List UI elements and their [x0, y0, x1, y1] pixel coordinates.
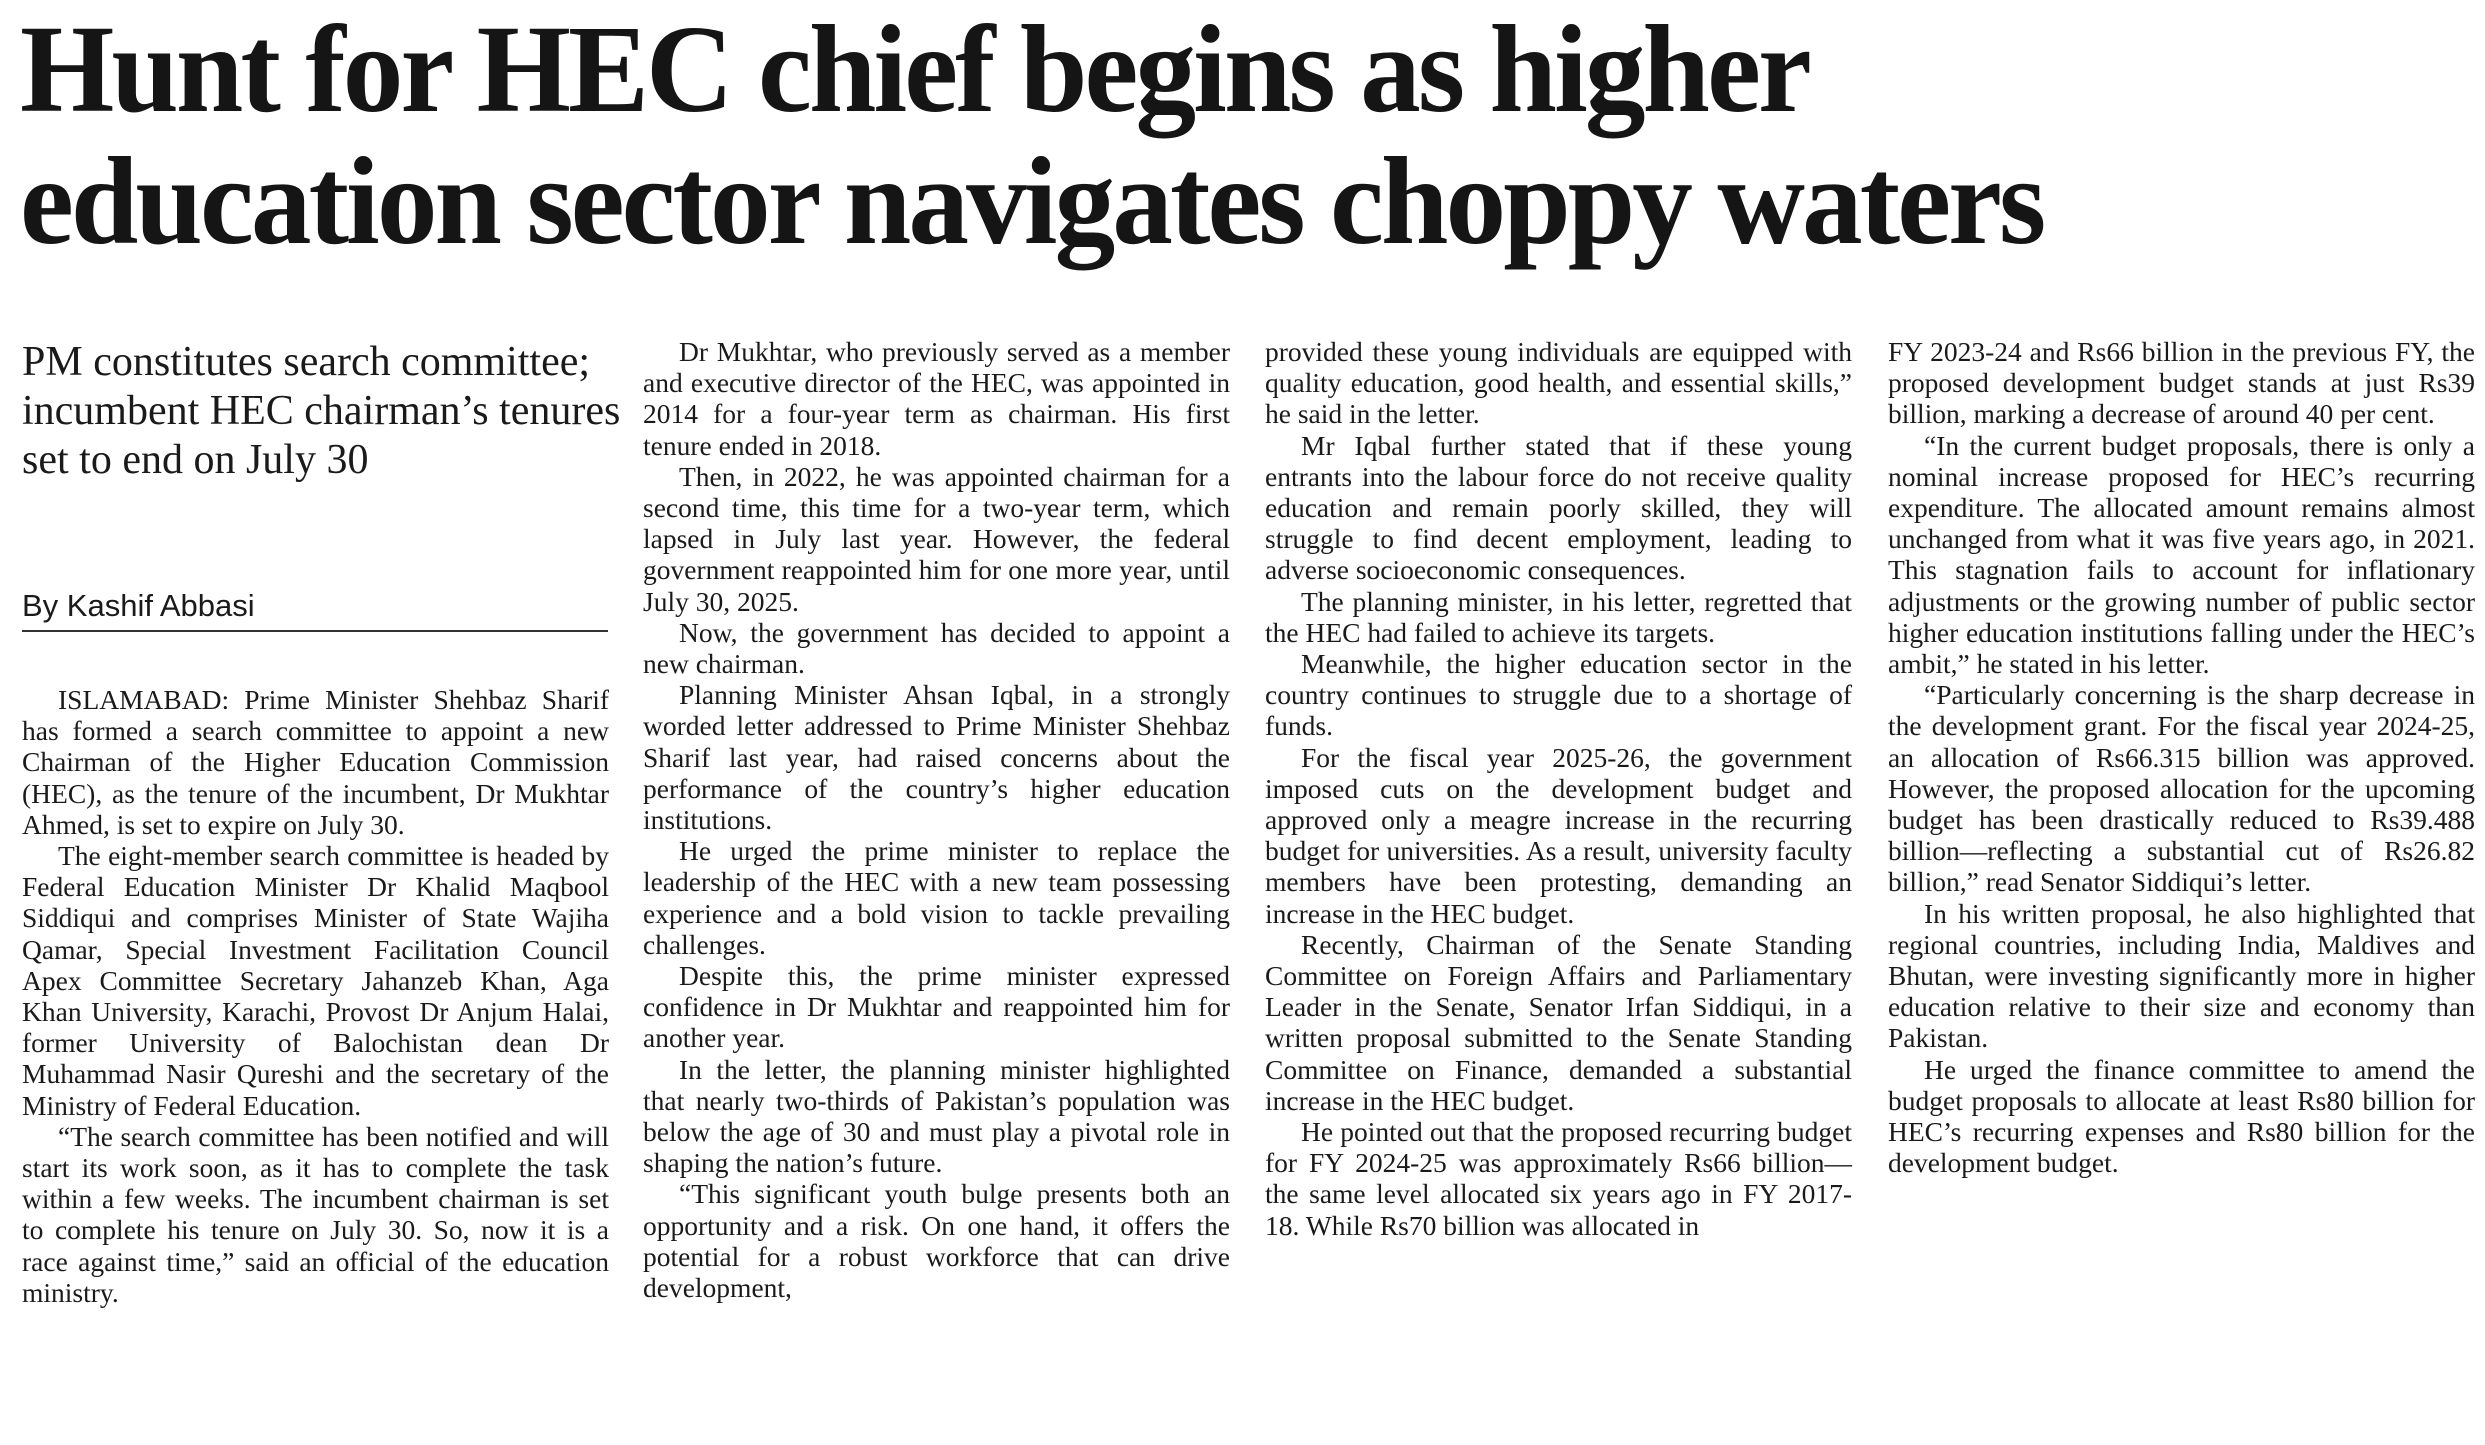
article-column-1 [22, 684, 609, 1308]
paragraph: ISLAMABAD: Prime Minister Shehbaz Sharif has formed a search committee to appoint a new Chairman of the Higher Education Commission (HEC), as the tenure of the incumbent, Dr Mukhtar Ahmed, is set to expire on July 30. [22, 684, 609, 840]
article-column-2 [643, 336, 1230, 1303]
paragraph: He urged the prime minister to replace the leadership of the HEC with a new team possessing experience and a bold vision to tackle prevailing challenges. [643, 835, 1230, 960]
paragraph: Now, the government has decided to appoint a new chairman. [643, 616, 1230, 680]
paragraph: The eight-member search committee is headed by Federal Education Minister Dr Khalid Maqbool Siddiqui and comprises Minister of State Wajiha Qamar, Special Investment Facilitation Council Apex Committee Secretary Jahanzeb Khan, Aga Khan University, Karachi, Provost Dr Anjum Halai, former University of Balochistan dean Dr Muhammad Nasir Qureshi and the secretary of the Ministry of Federal Education. [22, 840, 609, 1121]
paragraph: Then, in 2022, he was appointed chairman for a second time, this time for a two-year term, which lapsed in July last year. However, the federal government reappointed him for one more year, until July 30, 2025. [643, 460, 1230, 617]
article-column-3 [1265, 336, 1852, 1241]
paragraph: In the letter, the planning minister highlighted that nearly two-thirds of Pakistan’s population was below the age of 30 and must play a pivotal role in shaping the nation’s future. [643, 1053, 1230, 1179]
paragraph: “This significant youth bulge presents both an opportunity and a risk. On one hand, it offers the potential for a robust workforce that can drive development, [643, 1178, 1230, 1304]
paragraph: “Particularly concerning is the sharp decrease in the development grant. For the fiscal year 2024-25, an allocation of Rs66.315 billion was approved. However, the proposed allocation for the upcoming budget has been drastically reduced to Rs39.488 billion—reflecting a substantial cut of Rs26.82 billion,” read Senator Siddiqui’s letter. [1888, 679, 2475, 898]
headline [20, 1, 2406, 271]
paragraph: In his written proposal, he also highlighted that regional countries, including India, Maldives and Bhutan, were investing significantly more in higher education relative to their size and economy than Pakistan. [1888, 897, 2475, 1054]
paragraph-continued: FY 2023-24 and Rs66 billion in the previous FY, the proposed development budget stands at just Rs39 billion, marking a decrease of around 40 per cent. [1888, 336, 2475, 430]
paragraph: He pointed out that the proposed recurring budget for FY 2024-25 was approximately Rs66 billion—the same level allocated six years ago in FY 2017-18. While Rs70 billion was allocated in [1265, 1116, 1852, 1241]
paragraph: Despite this, the prime minister expressed confidence in Dr Mukhtar and reappointed him for another year. [643, 960, 1230, 1054]
headline-line-2: education sector navigates choppy waters [20, 133, 2044, 271]
article-column-4 [1888, 336, 2475, 1178]
paragraph: He urged the finance committee to amend the budget proposals to allocate at least Rs80 billion for HEC’s recurring expenses and Rs80 billion for the development budget. [1888, 1053, 2475, 1179]
paragraph: Planning Minister Ahsan Iqbal, in a strongly worded letter addressed to Prime Minister Shehbaz Sharif last year, had raised concerns about the performance of the country’s higher education institutions. [643, 679, 1230, 836]
paragraph: Recently, Chairman of the Senate Standing Committee on Foreign Affairs and Parliamentary Leader in the Senate, Senator Irfan Siddiqui, in a written proposal submitted to the Senate Standing Committee on Finance, demanded a substantial increase in the HEC budget. [1265, 928, 1852, 1116]
paragraph: “In the current budget proposals, there is only a nominal increase proposed for HEC’s recurring expenditure. The allocated amount remains almost unchanged from what it was five years ago, in 2021. This stagnation fails to account for inflationary adjustments or the growing number of public sector higher education institutions falling under the HEC’s ambit,” he stated in his letter. [1888, 429, 2475, 680]
subheadline: PM constitutes search committee; incumbent HEC chairman’s tenures set to end on July 30 [22, 339, 621, 483]
byline: By Kashif Abbasi [22, 588, 255, 623]
headline-line-1: Hunt for HEC chief begins as higher [20, 1, 1809, 139]
paragraph: The planning minister, in his letter, regretted that the HEC had failed to achieve its targets. [1265, 585, 1852, 648]
paragraph: For the fiscal year 2025-26, the government imposed cuts on the development budget and approved only a meagre increase in the recurring budget for universities. As a result, university faculty members have been protesting, demanding an increase in the HEC budget. [1265, 741, 1852, 929]
byline-divider [22, 630, 608, 632]
paragraph: “The search committee has been notified and will start its work soon, as it has to complete the task within a few weeks. The incumbent chairman is set to complete his tenure on July 30. So, now it is a race against time,” said an official of the education ministry. [22, 1120, 609, 1308]
paragraph-continued: provided these young individuals are equipped with quality education, good health, and essential skills,” he said in the letter. [1265, 336, 1852, 430]
paragraph: Mr Iqbal further stated that if these young entrants into the labour force do not receive quality education and remain poorly skilled, they will struggle to find decent employment, leading to adverse socioeconomic consequences. [1265, 429, 1852, 586]
paragraph: Dr Mukhtar, who previously served as a member and executive director of the HEC, was appointed in 2014 for a four-year term as chairman. His first tenure ended in 2018. [643, 336, 1230, 461]
paragraph: Meanwhile, the higher education sector in the country continues to struggle due to a shortage of funds. [1265, 648, 1852, 742]
